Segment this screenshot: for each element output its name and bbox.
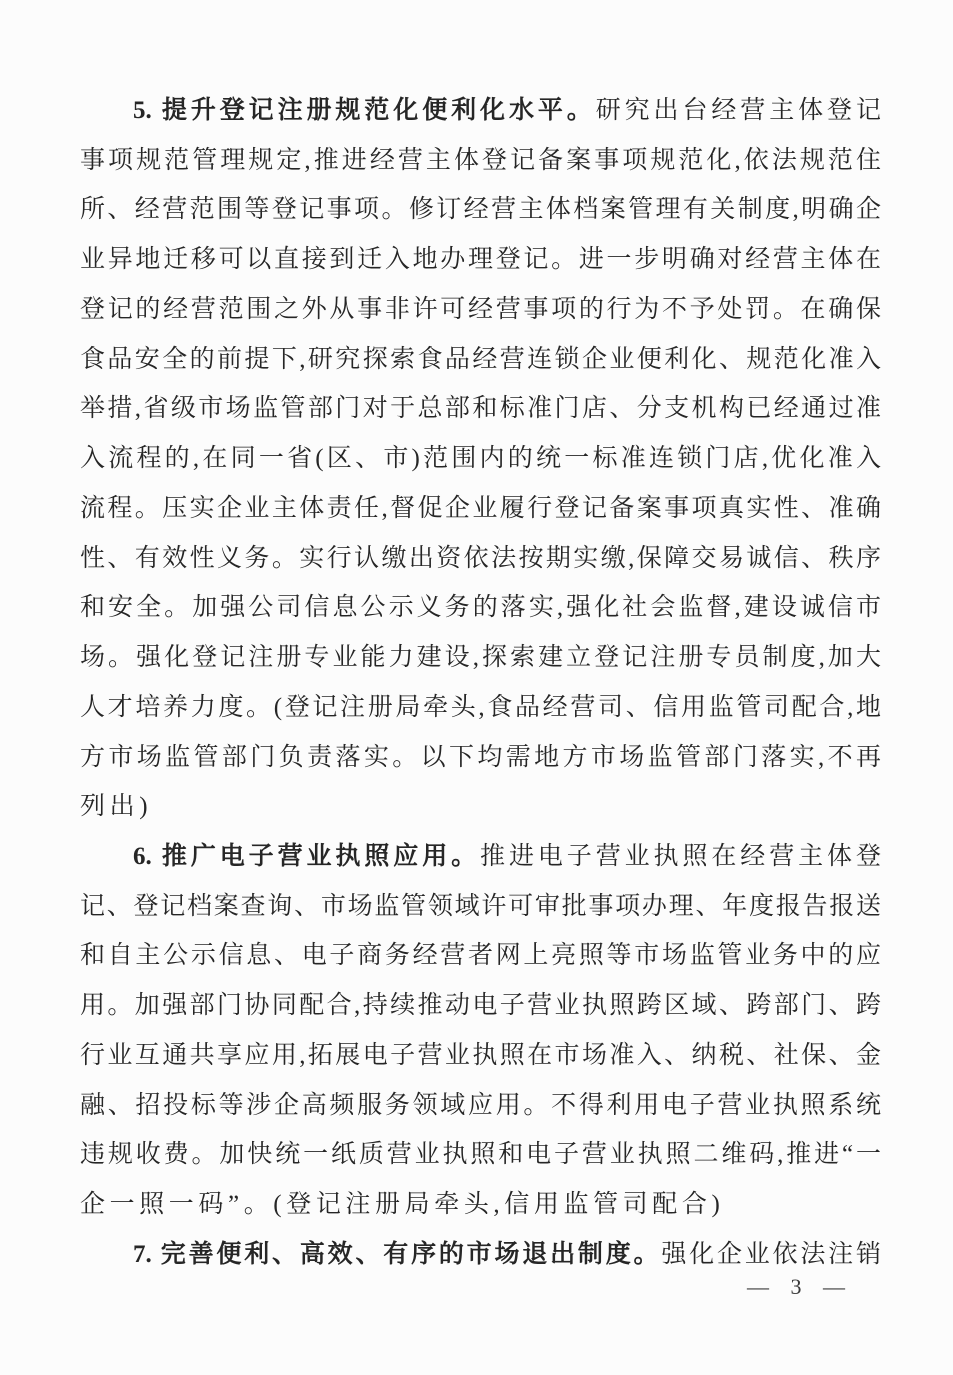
text-line: 入流程的,在同一省(区、市)范围内的统一标准连锁门店,优化准入 [80,445,881,473]
item-5-heading: 5. 提升登记注册规范化便利化水平。 [133,97,596,124]
text-line: 所、经营范围等登记事项。修订经营主体档案管理有关制度,明确企 [80,196,881,224]
text-line: 业异地迁移可以直接到迁入地办理登记。进一步明确对经营主体在 [80,246,881,274]
line-text: 研究出台经营主体登记 [595,97,881,124]
item-6-heading: 6. 推广电子营业执照应用。 [133,843,481,871]
text-line: 场。强化登记注册专业能力建设,探索建立登记注册专员制度,加大 [80,644,881,672]
text-line: 方市场监管部门负责落实。以下均需地方市场监管部门落实,不再 [80,743,881,771]
text-line: 食品安全的前提下,研究探索食品经营连锁企业便利化、规范化准入 [80,345,881,373]
text-line: 登记的经营范围之外从事非许可经营事项的行为不予处罚。在确保 [80,295,881,323]
page-number: — 3 — [747,1274,847,1299]
text-line [80,832,881,882]
text-line: 和安全。加强公司信息公示义务的落实,强化社会监督,建设诚信市 [80,594,881,622]
line-text: 推进电子营业执照在经营主体登 [480,843,881,871]
text-line: 列出) [80,793,153,821]
text-line: 举措,省级市场监管部门对于总部和标准门店、分支机构已经通过准 [80,395,881,423]
text-line: 融、招投标等涉企高频服务领域应用。不得利用电子营业执照系统 [80,1091,881,1119]
text-line: 违规收费。加快统一纸质营业执照和电子营业执照二维码,推进“一 [80,1141,881,1169]
text-line: 用。加强部门协同配合,持续推动电子营业执照跨区域、跨部门、跨 [80,992,881,1020]
text-line: 性、有效性义务。实行认缴出资依法按期实缴,保障交易诚信、秩序 [80,544,881,572]
document-body [80,86,881,1280]
text-line: 人才培养力度。(登记注册局牵头,食品经营司、信用监管司配合,地 [80,693,881,721]
line-text: 强化企业依法注销 [661,1240,881,1268]
text-line: 记、登记档案查询、市场监管领域许可审批事项办理、年度报告报送 [80,892,881,920]
text-line: 和自主公示信息、电子商务经营者网上亮照等市场监管业务中的应 [80,942,881,970]
text-line: 流程。压实企业主体责任,督促企业履行登记备案事项真实性、准确 [80,494,881,522]
text-line: 事项规范管理规定,推进经营主体登记备案事项规范化,依法规范住 [80,146,881,174]
item-7-heading: 7. 完善便利、高效、有序的市场退出制度。 [133,1240,662,1268]
text-line: 企一照一码”。(登记注册局牵头,信用监管司配合) [80,1191,725,1219]
text-line: 行业互通共享应用,拓展电子营业执照在市场准入、纳税、社保、金 [80,1041,881,1069]
text-line [80,86,881,136]
